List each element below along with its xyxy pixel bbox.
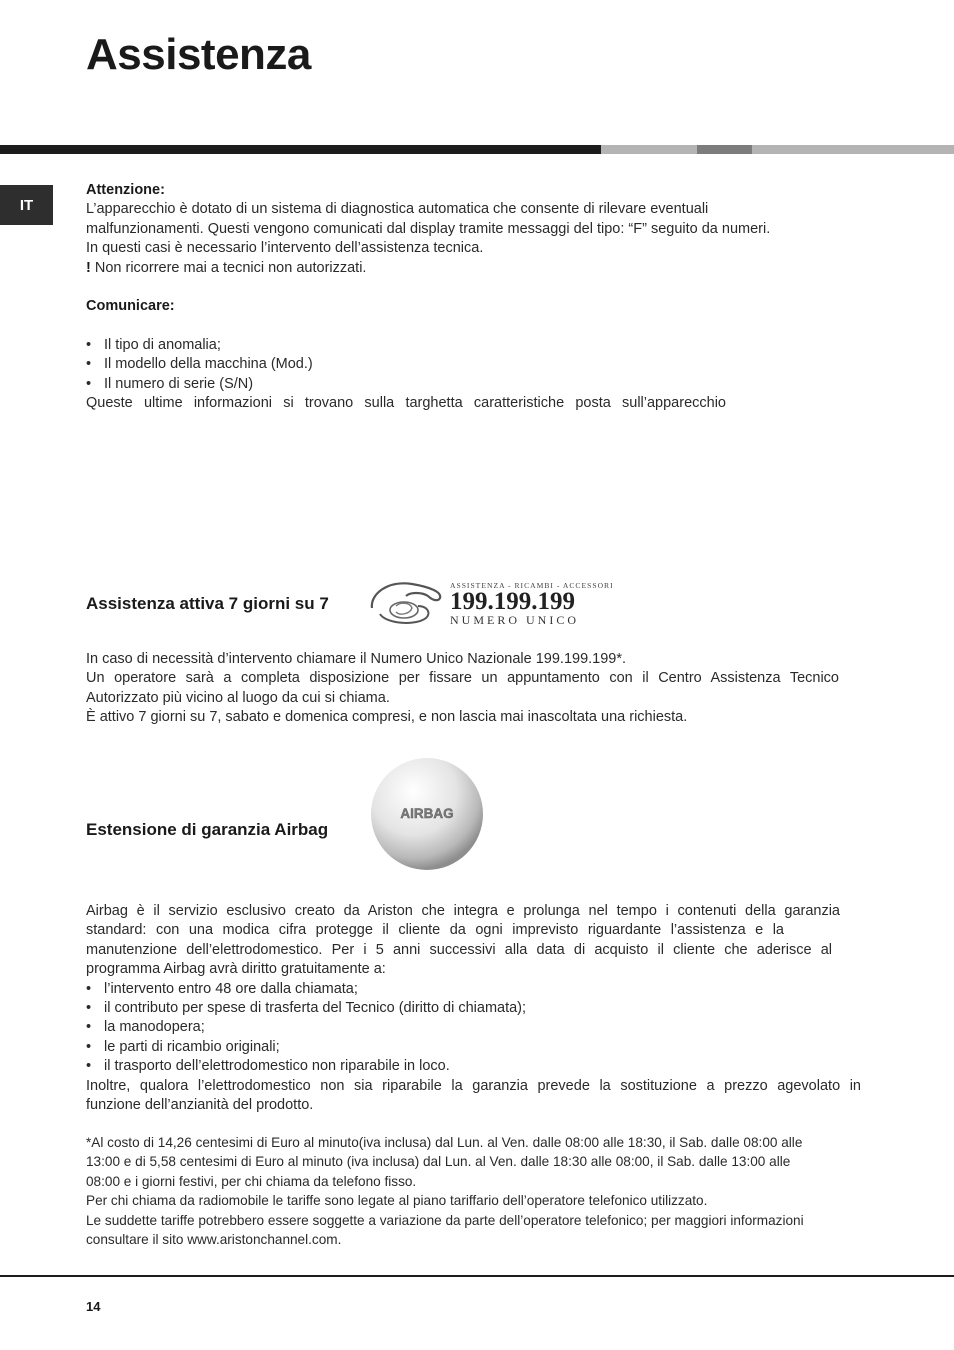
list-item: • le parti di ricambio originali; (86, 1038, 886, 1057)
header-bar-segment (752, 145, 954, 154)
list-item: • il trasporto dell’elettrodomestico non riparabile in loco. (86, 1057, 886, 1076)
telephone-icon (366, 576, 612, 632)
airbag-intro: Airbag è il servizio esclusivo creato da Ariston che integra e prolunga nel tempo i contenuti della garanzia (86, 903, 840, 919)
header-bar-segment (601, 145, 697, 154)
communicate-note: Queste ultime informazioni si trovano sulla targhetta caratteristiche posta sull’apparecchio (86, 395, 726, 412)
footnote-line: consultare il sito www.aristonchannel.com. (86, 1232, 342, 1248)
spacer (86, 316, 886, 335)
service-line: Un operatore sarà a completa disposizione per fissare un appuntamento con il Centro Assistenza Tecnico (86, 670, 839, 687)
airbag-intro: standard: con una modica cifra protegge il cliente da ogni imprevisto riguardante l’assistenza e la (86, 922, 784, 939)
list-item: • il contributo per spese di trasferta del Tecnico (diritto di chiamata); (86, 999, 886, 1018)
service-heading: Assistenza attiva 7 giorni su 7 (86, 594, 329, 613)
attention-heading: Attenzione: (86, 182, 165, 198)
warning-text: Non ricorrere mai a tecnici non autorizzati. (90, 259, 367, 276)
footnote (86, 1133, 886, 1249)
list-item: • Il tipo di anomalia; (86, 336, 886, 355)
airbag-outro: Inoltre, qualora l’elettrodomestico non sia riparabile la garanzia prevede la sostituzione a prezzo agevolato in (86, 1077, 861, 1094)
list-item: • l’intervento entro 48 ore dalla chiamata; (86, 980, 886, 999)
airbag-heading: Estensione di garanzia Airbag (86, 820, 329, 839)
airbag-outro: funzione dell’anzianità del prodotto. (86, 1097, 314, 1114)
attention-line: malfunzionamenti. Questi vengono comunicati dal display tramite messaggi del tipo: “F” seguito da numeri. (86, 220, 771, 237)
list-item: • Il modello della macchina (Mod.) (86, 355, 886, 374)
service-line: Autorizzato più vicino al luogo da cui si chiama. (86, 689, 390, 706)
service-section (86, 650, 886, 728)
airbag-intro: manutenzione dell’elettrodomestico. Per i 5 anni successivi alla data di acquisto il cliente che aderisce al (86, 941, 832, 958)
list-item: • Il numero di serie (S/N) (86, 375, 886, 394)
logo-tagline: ASSISTENZA - RICAMBI - ACCESSORI (450, 581, 612, 590)
communicate-section (86, 297, 886, 413)
service-line: In caso di necessità d’intervento chiamare il Numero Unico Nazionale 199.199.199*. (86, 651, 627, 667)
communicate-heading: Comunicare: (86, 298, 175, 314)
service-line: È attivo 7 giorni su 7, sabato e domenica compresi, e non lascia mai inascoltata una richiesta. (86, 709, 688, 726)
language-tab: IT (0, 185, 53, 225)
warning-mark: ! (86, 259, 91, 276)
header-bar-segment (697, 145, 752, 154)
logo-caption: NUMERO UNICO (450, 613, 579, 627)
list-item: • la manodopera; (86, 1018, 886, 1037)
attention-section (86, 181, 886, 278)
airbag-section (86, 902, 886, 1115)
footnote-line: 08:00 e i giorni festivi, per chi chiama da telefono fisso. (86, 1173, 417, 1189)
airbag-logo (368, 755, 486, 873)
warning-line (86, 259, 886, 278)
airbag-ball-icon (368, 755, 486, 873)
footer-rule (0, 1275, 954, 1277)
header-bar (0, 145, 601, 154)
attention-line: L’apparecchio è dotato di un sistema di diagnostica automatica che consente di rilevare eventuali (86, 201, 709, 218)
footnote-line: 13:00 e di 5,58 centesimi di Euro al minuto (iva inclusa) dal Lun. al Ven. dalle 18:30 alle 08:00, il Sab. dalle 13:00 alle (86, 1154, 791, 1170)
airbag-logo-text: AIRBAG (400, 806, 454, 821)
attention-line: In questi casi è necessario l’intervento dell’assistenza tecnica. (86, 240, 484, 257)
footnote-line: Per chi chiama da radiomobile le tariffe sono legate al piano tariffario dell’operatore telefonico utilizzato. (86, 1193, 708, 1209)
service-number-logo (366, 576, 612, 632)
footnote-line: Le suddette tariffe potrebbero essere soggette a variazione da parte dell’operatore telefonico; per maggiori informazioni (86, 1212, 804, 1228)
footnote-line: *Al costo di 14,26 centesimi di Euro al minuto(iva inclusa) dal Lun. al Ven. dalle 08:00 alle 18:30, il Sab. dalle 08:00 alle (86, 1135, 803, 1150)
airbag-intro: programma Airbag avrà diritto gratuitamente a: (86, 961, 386, 978)
page-number: 14 (86, 1299, 101, 1314)
page-title: Assistenza (86, 30, 311, 79)
logo-number: 199.199.199 (450, 588, 575, 615)
